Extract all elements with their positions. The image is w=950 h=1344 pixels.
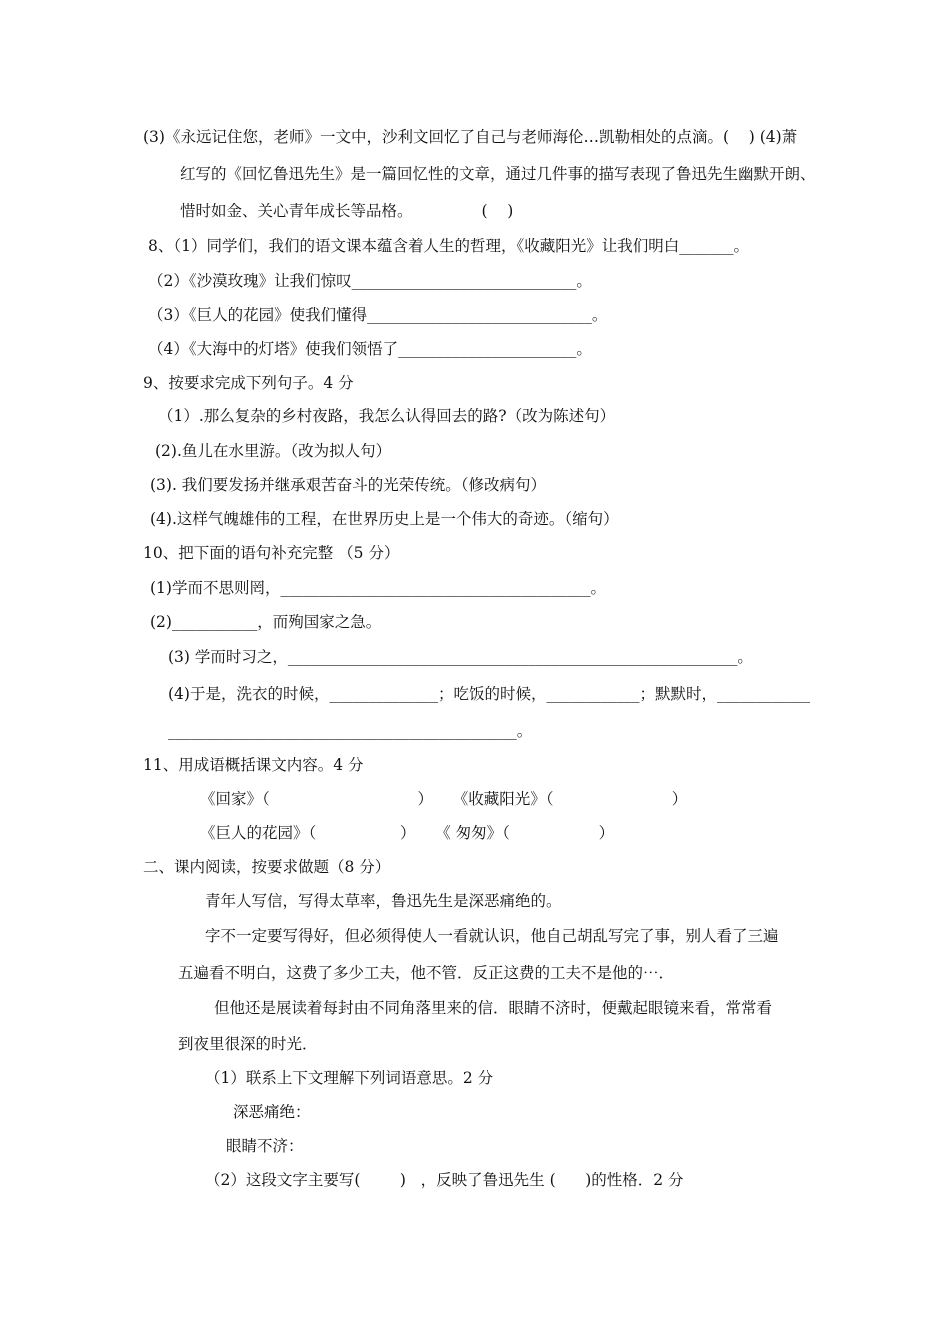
reading-q1-term1: 深恶痛绝： — [233, 1103, 311, 1121]
q10-item2: (2)___________，而殉国家之急。 — [150, 613, 382, 631]
q9-heading: 9、按要求完成下列句子。4 分 — [143, 374, 354, 392]
q11-heading: 11、用成语概括课文内容。4 分 — [143, 756, 364, 774]
q10-heading: 10、把下面的语句补充完整 （5 分） — [143, 544, 400, 562]
passage-para3-line-b: 到夜里很深的时光． — [178, 1035, 318, 1053]
passage-para3-line-a: 但他还是展读着每封由不同角落里来的信．眼睛不济时，便戴起眼镜来看，常常看 — [214, 999, 773, 1017]
q11-row1: 《回家》（ ） 《收藏阳光》（ ） — [200, 790, 688, 808]
q9-item4: (4).这样气魄雄伟的工程，在世界历史上是一个伟大的奇迹。（缩句） — [150, 510, 619, 528]
q7-item4-line-a: 红写的《回忆鲁迅先生》是一篇回忆性的文章，通过几件事的描写表现了鲁迅先生幽默开朗、 — [180, 165, 816, 183]
q8-item1: 8、（1）同学们，我们的语文课本蕴含着人生的哲理，《收藏阳光》让我们明白_______。 — [148, 237, 749, 255]
q7-item3-line: (3)《永远记住您，老师》一文中，沙利文回忆了自己与老师海伦…凯勒相处的点滴。( ) (4)萧 — [143, 128, 798, 146]
section2-heading: 二、课内阅读，按要求做题（8 分） — [143, 858, 391, 876]
passage-para1: 青年人写信，写得太草率，鲁迅先生是深恶痛绝的。 — [205, 892, 562, 910]
q10-item4-line-b: _____________________________________________。 — [168, 722, 533, 740]
q7-item4-line-b: 惜时如金、关心青年成长等品格。 ( ) — [180, 202, 514, 220]
q8-item4: （4）《大海中的灯塔》使我们领悟了_______________________。 — [148, 340, 592, 358]
reading-q1: （1）联系上下文理解下列词语意思。2 分 — [205, 1069, 494, 1087]
q10-item4-line-a: (4)于是，洗衣的时候，______________；吃饭的时候，____________；默默时，____________ — [168, 685, 810, 703]
q10-item1: (1)学而不思则罔，________________________________________。 — [150, 579, 606, 597]
passage-para2-line-a: 字不一定要写得好，但必须得使人一看就认识，他自己胡乱写完了事，别人看了三遍 — [205, 927, 779, 945]
reading-q1-term2: 眼睛不济： — [226, 1137, 304, 1155]
q9-item2: (2).鱼儿在水里游。（改为拟人句） — [155, 442, 392, 460]
reading-q2: （2）这段文字主要写( ) ，反映了鲁迅先生 ( )的性格．2 分 — [205, 1171, 684, 1189]
q11-row2: 《巨人的花园》（ ） 《 匆匆》（ ） — [200, 824, 615, 842]
passage-para2-line-b: 五遍看不明白，这费了多少工夫，他不管．反正这费的工夫不是他的⋯． — [178, 964, 675, 982]
q8-item2: （2）《沙漠玫瑰》让我们惊叹_____________________________。 — [148, 272, 592, 290]
q9-item1: （1）.那么复杂的乡村夜路，我怎么认得回去的路?（改为陈述句） — [158, 407, 616, 425]
q10-item3: (3) 学而时习之，__________________________________________________________。 — [168, 648, 753, 666]
q9-item3: (3). 我们要发扬并继承艰苦奋斗的光荣传统。（修改病句） — [150, 476, 547, 494]
q8-item3: （3）《巨人的花园》使我们懂得_____________________________。 — [148, 306, 608, 324]
